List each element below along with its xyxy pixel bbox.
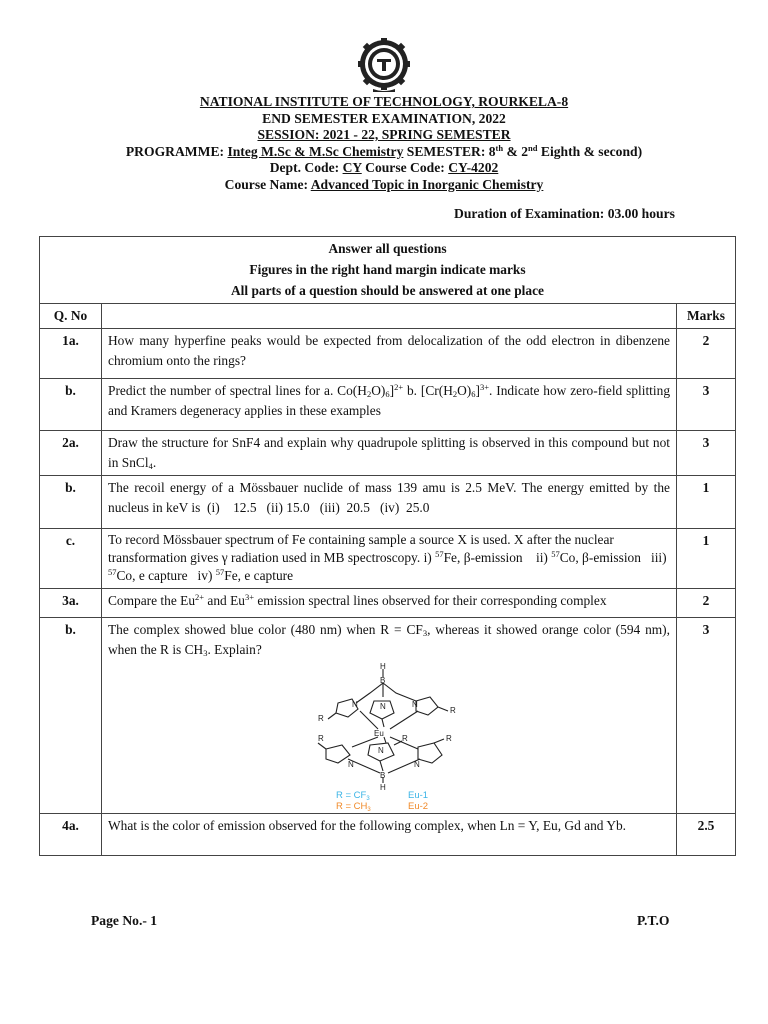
column-header-row [40,304,736,329]
atom-h: H [380,663,386,672]
legend-2-sub: 3 [367,807,371,812]
question-number: b. [40,379,102,431]
question-marks: 2 [677,589,736,618]
exam-duration: Duration of Examination: 03.00 hours [454,206,675,221]
europium-complex-structure [308,663,478,791]
atom-b: B [380,771,386,781]
atom-r: R [402,734,408,744]
text-part: Fe, β-emission ii) [443,550,552,566]
course-code-value: CY-4202 [448,160,499,175]
programme-line [0,144,768,161]
question-row-3a [40,589,736,618]
legend-2-complex: Eu-2 [408,801,429,812]
question-text [102,431,677,476]
question-marks: 2.5 [677,814,736,856]
question-marks: 3 [677,379,736,431]
atom-r: R [318,734,324,744]
question-row-2a [40,431,736,476]
legend-2-r: R = CH [336,801,368,812]
qno-header: Q. No [40,304,102,329]
question-row-1b [40,379,736,431]
question-number: c. [40,529,102,589]
institute-name: NATIONAL INSTITUTE OF TECHNOLOGY, ROURKELA-8 [199,94,569,109]
text-part: . Explain? [207,642,262,658]
text-sup: 2+ [394,382,404,393]
text-sub: 2 [366,389,372,400]
question-row-1a [40,329,736,379]
text-sup: 2+ [195,592,205,603]
atom-r: R [446,734,452,744]
question-text: What is the color of emission observed for the following complex, when Ln = Y, Eu, Gd and Yb. [102,814,677,856]
institute-logo [355,37,413,93]
atom-n: N [378,746,384,756]
question-text: How many hyperfine peaks would be expected from delocalization of the odd electron in dibenzene chromium onto the rings? [102,329,677,379]
marks-header: Marks [677,304,736,329]
text-part: Co, β-emission iii) [559,550,670,566]
legend-1-r: R = CF [336,790,367,802]
text-part: O) [371,383,386,399]
atom-n: N [380,702,386,712]
text-sub: 2 [452,389,458,400]
text-part: ] [389,383,395,399]
text-sub: 6 [385,389,390,400]
text-part: O) [457,383,472,399]
question-row-2c [40,529,736,589]
text-part: b. [Cr(H [403,383,453,399]
legend-1-complex: Eu-1 [408,790,429,802]
dept-value: CY [342,160,362,175]
course-name-line [0,177,768,194]
question-row-4a [40,814,736,856]
text-sup: 57 [551,549,560,560]
text-part: Fe, e capture [224,568,294,584]
course-name-value: Advanced Topic in Inorganic Chemistry [310,176,544,192]
dept-label: Dept. Code: [269,160,340,175]
text-sub: 4 [148,461,153,472]
semester-mid: & 2 [503,143,529,159]
text-part: . Indicate how zero-field splitting and Kramers degeneracy applies in these examples [108,383,671,419]
page-number: Page No.- 1 [91,913,158,928]
code-line [0,160,768,177]
text-sup: 3+ [480,382,490,393]
instruction-row [40,237,736,304]
structure-atom-labels [318,663,456,791]
question-text [102,529,677,589]
atom-b: B [380,676,386,686]
text-part: Predict the number of spectral lines for a. Co(H [108,383,367,399]
question-marks: 3 [677,431,736,476]
instruction-1: Answer all questions [328,241,447,256]
text-part: Draw the structure for SnF4 and explain why quadrupole splitting is observed in this compound but not in SnCl [108,435,670,471]
text-sub: 6 [471,389,476,400]
atom-eu: Eu [374,729,384,739]
exam-header [0,94,768,193]
question-number: 3a. [40,589,102,618]
session-line: SESSION: 2021 - 22, SPRING SEMESTER [257,127,511,142]
text-part: . [152,455,157,471]
text-part: The complex showed blue color (480 nm) when R = CF [108,622,423,638]
text-part: , whereas it showed orange color (594 nm), when the R is CH [108,622,670,658]
instruction-2: Figures in the right hand margin indicate marks [249,261,526,277]
legend-1-sub: 3 [366,796,370,803]
structure-bonds [318,669,448,783]
atom-n: N [412,700,418,710]
programme-label: PROGRAMME: [125,143,225,159]
question-number: 2a. [40,431,102,476]
semester-sup-nd: nd [528,142,538,153]
question-text: The recoil energy of a Mössbauer nuclide of mass 139 amu is 2.5 MeV. The energy emitted by the nucleus in keV is (i) 12.5 (ii) 15.0 (iii) 20.5 (iv) 25.0 [102,476,677,529]
text-sup: 57 [435,549,444,560]
text-sub: 3 [203,648,208,659]
structure-legend [308,789,478,811]
text-sup: 57 [108,567,117,578]
exam-title: END SEMESTER EXAMINATION, 2022 [262,110,506,126]
question-header [102,304,677,329]
atom-r: R [450,706,456,716]
atom-h: H [380,783,386,792]
semester-end: Eighth & second) [537,143,643,159]
atom-n: N [414,760,420,770]
question-row-2b [40,476,736,529]
question-number: b. [40,476,102,529]
question-marks: 2 [677,329,736,379]
question-table [39,236,736,856]
question-text [102,589,677,618]
text-part: emission spectral lines observed for their corresponding complex [254,593,607,609]
question-number: 4a. [40,814,102,856]
instruction-3: All parts of a question should be answered at one place [231,282,544,298]
question-row-3b [40,618,736,814]
question-marks: 1 [677,529,736,589]
question-number: 1a. [40,329,102,379]
course-name-label: Course Name: [224,176,309,192]
atom-n: N [348,760,354,770]
text-part: To record Mössbauer spectrum of Fe containing sample a source X is used. X after the nuclear transformation gives γ radiation used in MB spectroscopy. i) [108,532,614,566]
question-text [102,379,677,431]
pto-label: P.T.O [637,913,670,928]
text-sup: 3+ [244,592,255,603]
question-marks: 3 [677,618,736,814]
question-marks: 1 [677,476,736,529]
programme-value: Integ M.Sc & M.Sc Chemistry [227,143,404,159]
text-part: Co, e capture iv) [116,568,216,584]
text-sub: 3 [422,628,428,639]
atom-r: R [318,714,324,724]
text-part: Compare the Eu [108,593,196,609]
text-part: ] [475,383,480,399]
atom-n: N [352,700,358,710]
semester-label: SEMESTER: 8 [403,143,496,159]
question-number: b. [40,618,102,814]
text-sup: 57 [215,567,225,578]
text-part: and Eu [204,593,245,609]
legend-line-2 [336,801,371,811]
semester-sup-th: th [495,142,504,153]
course-code-label: Course Code: [365,160,445,175]
question-text [102,618,677,814]
